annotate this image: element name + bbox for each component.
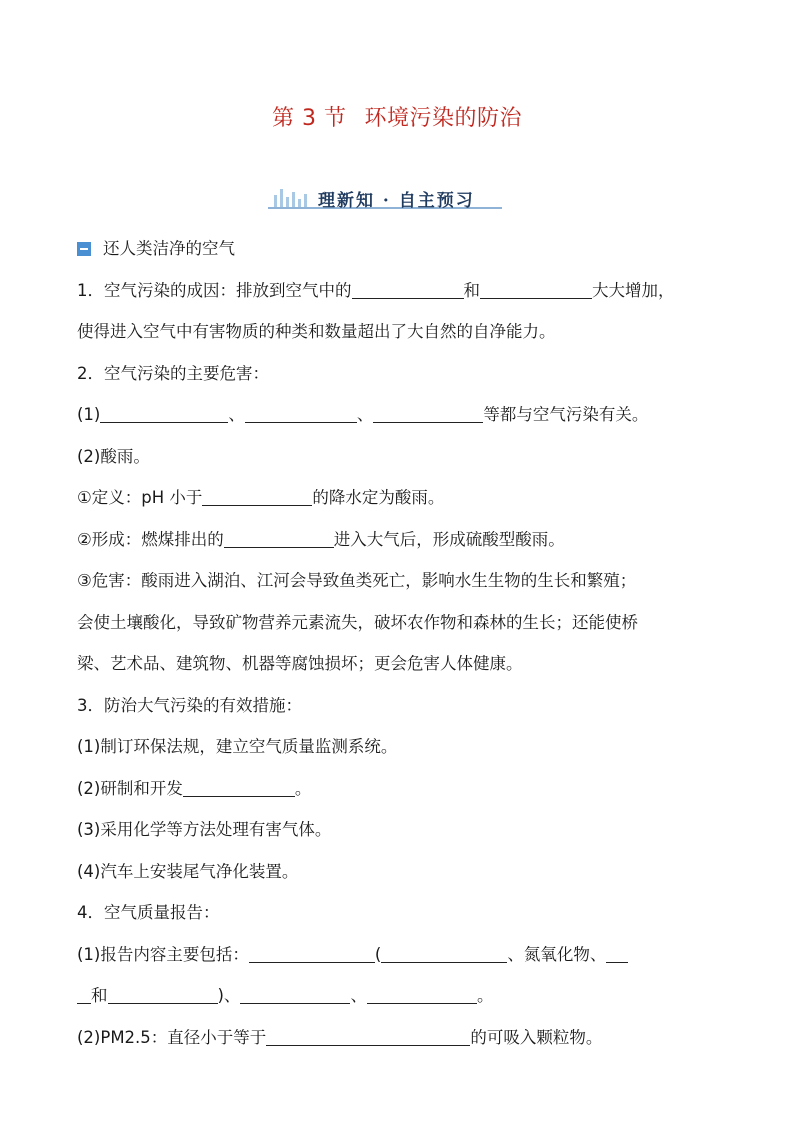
text-line: 4．空气质量报告： — [77, 903, 220, 922]
page-title — [0, 101, 794, 132]
text-line: 1．空气污染的成因：排放到空气中的 和 大大增加， — [77, 280, 675, 300]
text-line: (2)酸雨。 — [77, 446, 150, 466]
answer-blank[interactable] — [202, 487, 312, 506]
text-line: (3)采用化学等方法处理有害气体。 — [77, 820, 332, 839]
text-line: ②形成：燃煤排出的 进入大气后，形成硫酸型酸雨。 — [77, 529, 565, 549]
banner-decoration — [286, 197, 289, 207]
text-line: 会使土壤酸化，导致矿物营养元素流失，破坏农作物和森林的生长；还能使桥 — [77, 612, 638, 632]
answer-blank[interactable] — [224, 529, 334, 548]
text-line: (2)研制和开发 。 — [77, 778, 312, 798]
answer-blank[interactable] — [245, 404, 357, 423]
text-line: 2．空气污染的主要危害： — [77, 363, 269, 383]
banner-text: 理新知 · 自主预习 — [318, 191, 475, 211]
text-line: 使得进入空气中有害物质的种类和数量超出了大自然的自净能力。 — [77, 322, 556, 341]
banner-decoration — [280, 189, 283, 207]
text-line: 和 )、 、 。 — [77, 975, 722, 1017]
answer-blank[interactable] — [373, 404, 483, 423]
text-line: ①定义：pH 小于 的降水定为酸雨。 — [77, 488, 445, 507]
answer-blank[interactable] — [77, 985, 91, 1004]
banner-decoration — [274, 195, 277, 207]
text-line: (1) 、 、 等都与空气污染有关。 — [77, 405, 649, 424]
text-line: 3．防治大气污染的有效措施： — [77, 695, 302, 715]
text-line: (2)PM2.5：直径小于等于 的可吸入颗粒物。 — [77, 1027, 603, 1047]
answer-blank[interactable] — [367, 985, 477, 1004]
answer-blank[interactable] — [183, 778, 295, 797]
text-line: ③危害：酸雨进入湖泊、江河会导致鱼类死亡，影响水生生物的生长和繁殖； — [77, 571, 637, 590]
worksheet-content — [77, 228, 722, 1058]
answer-blank[interactable] — [606, 944, 628, 963]
banner-decoration — [304, 194, 307, 207]
answer-blank[interactable] — [108, 985, 218, 1004]
chapter-name: 环境污染的防治 — [364, 106, 522, 131]
answer-blank[interactable] — [240, 985, 350, 1004]
text-line: (4)汽车上安装尾气净化装置。 — [77, 861, 299, 881]
answer-blank[interactable] — [352, 280, 464, 299]
text-line: (1)报告内容主要包括： ( 、氮氧化物、 — [77, 934, 722, 976]
section-label: 还人类洁净的空气 — [103, 239, 235, 258]
answer-blank[interactable] — [100, 404, 228, 423]
banner-decoration — [292, 192, 295, 207]
banner-decoration — [298, 199, 301, 207]
section-heading — [77, 228, 722, 270]
text-line: (1)制订环保法规，建立空气质量监测系统。 — [77, 737, 398, 756]
text-line: 梁、艺术品、建筑物、机器等腐蚀损坏；更会危害人体健康。 — [77, 654, 523, 673]
answer-blank[interactable] — [381, 944, 507, 963]
section-banner — [268, 184, 502, 214]
minus-square-icon — [77, 242, 91, 256]
answer-blank[interactable] — [249, 944, 375, 963]
chapter-number: 第 3 节 — [272, 106, 347, 131]
answer-blank[interactable] — [480, 280, 592, 299]
answer-blank[interactable] — [266, 1027, 470, 1046]
